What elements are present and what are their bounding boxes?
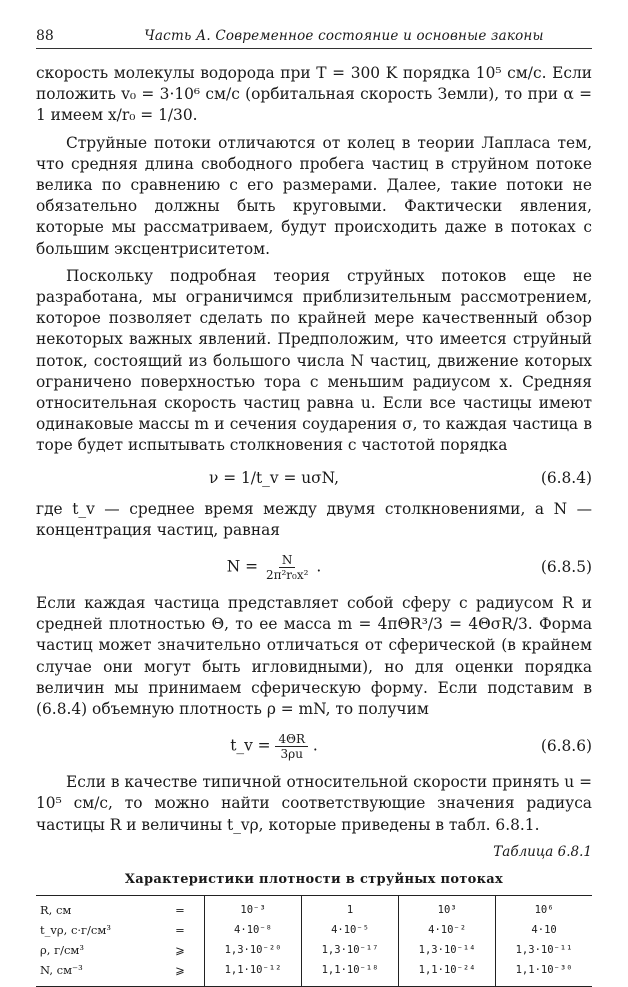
equation-body: ν = 1/t_v = uσN,: [208, 468, 340, 487]
row-label: ρ, г/см³: [40, 942, 84, 957]
paragraph-6: Если в качестве типичной относительной скорости принять u = 10⁵ см/с, то можно найти соответствующие значения радиуса частицы R и величины t_vρ, которые приведены в табл. 6.8.1.: [36, 773, 592, 834]
row-relation: =: [156, 920, 205, 940]
equation-tail: .: [312, 736, 318, 755]
equation-6-8-4: [36, 465, 592, 491]
table-cell: 4·10: [531, 923, 557, 936]
row-label: N, см⁻³: [40, 962, 83, 977]
row-relation: ⩾: [156, 940, 205, 960]
book-page: [36, 26, 592, 987]
equation-number: (6.8.6): [540, 737, 592, 756]
page-header: [36, 26, 592, 49]
fraction: [275, 732, 308, 761]
row-label: R, см: [40, 902, 72, 917]
paragraph-4: где t_v — среднее время между двумя столкновениями, а N — концентрация частиц, равная: [36, 499, 592, 539]
table-cell: 1: [302, 896, 399, 920]
fraction-denominator: 3ρu: [280, 746, 303, 761]
paragraph-1: скорость молекулы водорода при T = 300 K порядка 10⁵ см/с. Если положить v₀ = 3·10⁶ см/с (орбитальная скорость Земли), то при α = 1 имеем x/r₀ = 1/30.: [36, 64, 592, 125]
page-number: 88: [36, 28, 54, 44]
table-cell: 1,1·10⁻¹²: [205, 960, 302, 986]
fraction-numerator: N: [279, 553, 296, 568]
table-cell: 4·10⁻⁸: [205, 920, 302, 940]
table-cell: 1,3·10⁻¹⁴: [399, 940, 496, 960]
table-row: [36, 920, 592, 940]
equation-lhs: N =: [226, 557, 259, 576]
fraction-denominator: 2π²r₀x²: [265, 567, 309, 582]
table-cell: 1,3·10⁻¹⁷: [302, 940, 399, 960]
paragraph-3: Поскольку подробная теория струйных потоков еще не разработана, мы ограничимся приблизительным рассмотрением, которое позволяет сделать по крайней мере качественный обзор некоторых важных явлений. Предположим, что имеется струйный поток, состоящий из большого числа N частиц, движение которых ограничено поверхностью тора с меньшим радиусом x. Средняя относительная скорость частиц равна u. Если все частицы имеют одинаковые массы m и сечения соударения σ, то каждая частица в торе будет испытывать столкновения с частотой порядка: [36, 266, 592, 455]
table-cell: 1,3·10⁻²⁰: [205, 940, 302, 960]
equation-tail: .: [316, 557, 322, 576]
table-row: [36, 960, 592, 986]
table-cell: 10⁻³: [205, 896, 302, 920]
equation-lhs: t_v =: [230, 736, 271, 755]
table-cell: 10⁶: [534, 903, 554, 916]
table-cell: 1,3·10⁻¹¹: [515, 943, 573, 956]
table-cell: 10³: [399, 896, 496, 920]
table-cell: 4·10⁻²: [399, 920, 496, 940]
equation-body: [36, 732, 512, 761]
paragraph-2: Струйные потоки отличаются от колец в теории Лапласа тем, что средняя длина свободного пробега частиц в струйном потоке велика по сравнению с его размерами. Далее, такие потоки не обязательно должны быть круговыми. Фактически явления, которые мы рассматриваем, будут происходить даже в потоках с большим эксцентриситетом.: [36, 133, 592, 258]
equation-number: (6.8.4): [540, 468, 592, 487]
table-row: [36, 896, 592, 920]
row-relation: =: [156, 896, 205, 920]
table-body: [36, 896, 592, 986]
table-title: Характеристики плотности в струйных потоках: [124, 871, 504, 887]
equation-6-8-5: [36, 547, 592, 587]
paragraph-5: Если каждая частица представляет собой сферу с радиусом R и средней плотностью Θ, то ее масса m = 4πΘR³/3 = 4ΘσR/3. Форма частиц может значительно отличаться от сферической (в крайнем случае они могут быть игловидными), но для оценки порядка величин мы принимаем сферическую форму. Если подставим в (6.8.4) объемную плотность ρ = mN, то получим: [36, 594, 592, 719]
table-cell: 1,1·10⁻¹⁸: [302, 960, 399, 986]
table-label: Таблица 6.8.1: [493, 843, 592, 860]
fraction-numerator: 4ΘR: [275, 732, 308, 747]
equation-6-8-6: [36, 726, 592, 766]
fraction: [263, 553, 311, 582]
running-title: Часть А. Современное состояние и основные законы: [144, 28, 544, 44]
table-cell: 1,1·10⁻³⁰: [515, 963, 573, 976]
table-cell: 1,1·10⁻²⁴: [399, 960, 496, 986]
data-table: [36, 895, 592, 987]
row-relation: ⩾: [156, 960, 205, 986]
table-cell: 4·10⁻⁵: [302, 920, 399, 940]
equation-body: [36, 553, 512, 582]
row-label: t_vρ, с·г/см³: [40, 922, 111, 937]
equation-number: (6.8.5): [540, 558, 592, 577]
